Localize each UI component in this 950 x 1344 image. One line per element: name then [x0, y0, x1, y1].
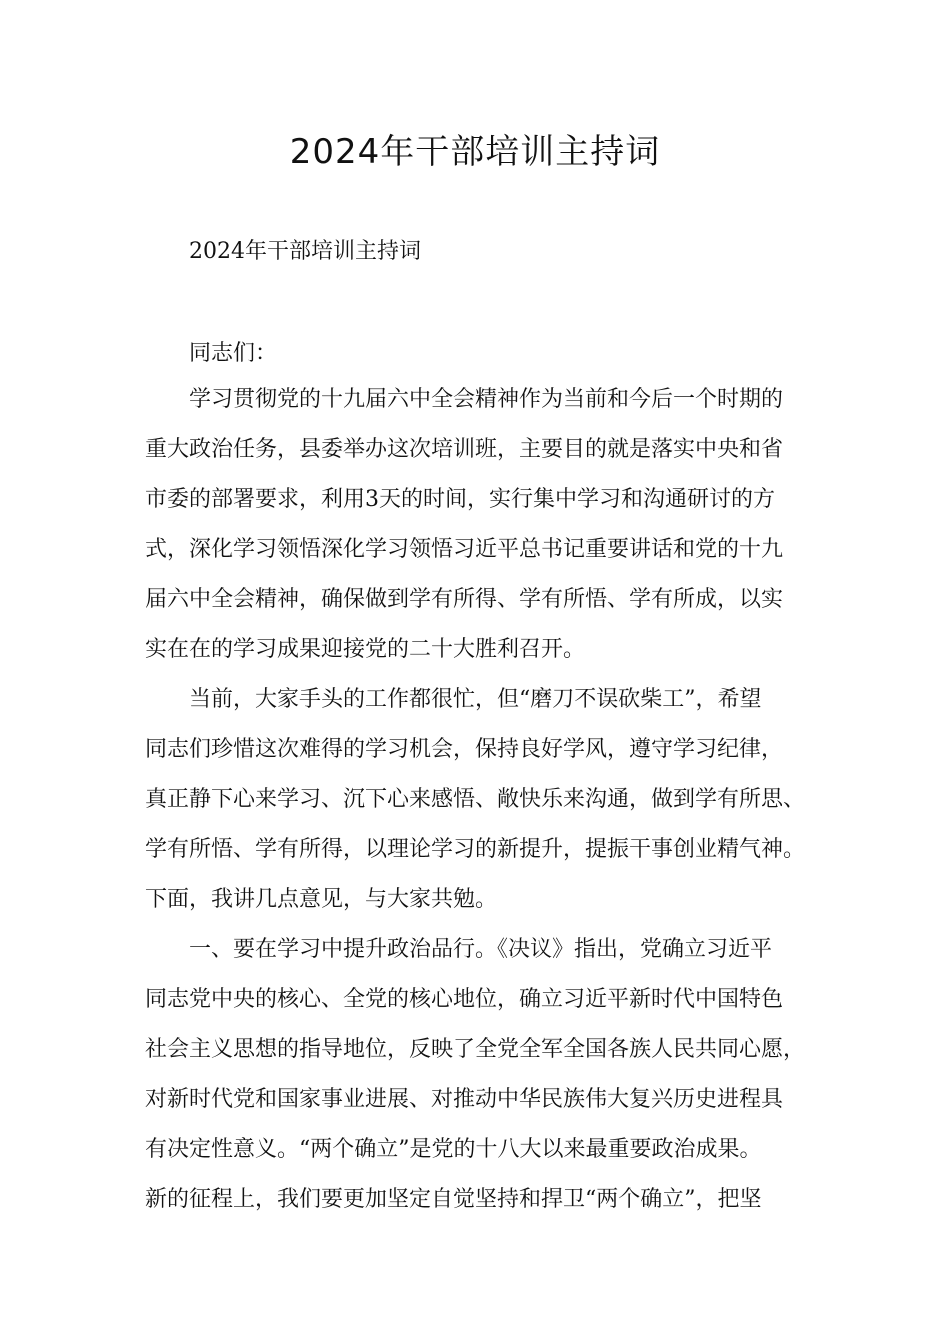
paragraph-line: 有决定性意义。“两个确立”是党的十八大以来最重要政治成果。: [145, 1137, 762, 1162]
salutation: 同志们：: [189, 341, 278, 366]
document-subtitle: 2024年干部培训主持词: [189, 239, 421, 264]
paragraph-line: 实在在的学习成果迎接党的二十大胜利召开。: [145, 637, 586, 662]
paragraph-line: 重大政治任务，县委举办这次培训班，主要目的就是落实中央和省: [145, 437, 784, 462]
paragraph-line: 学有所悟、学有所得，以理论学习的新提升，提振干事创业精气神。: [145, 837, 806, 862]
paragraph-line: 真正静下心来学习、沉下心来感悟、敞快乐来沟通，做到学有所思、: [145, 787, 806, 812]
paragraph-line: 同志们珍惜这次难得的学习机会，保持良好学风，遵守学习纪律，: [145, 737, 784, 762]
paragraph-line: 式，深化学习领悟深化学习领悟习近平总书记重要讲话和党的十九: [145, 537, 784, 562]
document-title: 2024年干部培训主持词: [289, 132, 661, 172]
paragraph-line: 社会主义思想的指导地位，反映了全党全军全国各族人民共同心愿，: [145, 1037, 806, 1062]
paragraph-line: 下面，我讲几点意见，与大家共勉。: [145, 887, 498, 912]
paragraph-line: 当前，大家手头的工作都很忙，但“磨刀不误砍柴工”，希望: [189, 687, 762, 712]
paragraph-line: 对新时代党和国家事业进展、对推动中华民族伟大复兴历史进程具: [145, 1087, 784, 1112]
paragraph-line: 届六中全会精神，确保做到学有所得、学有所悟、学有所成，以实: [145, 587, 784, 612]
paragraph-line: 新的征程上，我们要更加坚定自觉坚持和捍卫“两个确立”，把坚: [145, 1187, 762, 1212]
paragraph-line: 市委的部署要求，利用3天的时间，实行集中学习和沟通研讨的方: [145, 487, 775, 512]
paragraph-line: 学习贯彻党的十九届六中全会精神作为当前和今后一个时期的: [189, 387, 784, 412]
paragraph-line: 一、要在学习中提升政治品行。《决议》指出，党确立习近平: [189, 937, 773, 962]
paragraph-line: 同志党中央的核心、全党的核心地位，确立习近平新时代中国特色: [145, 987, 784, 1012]
